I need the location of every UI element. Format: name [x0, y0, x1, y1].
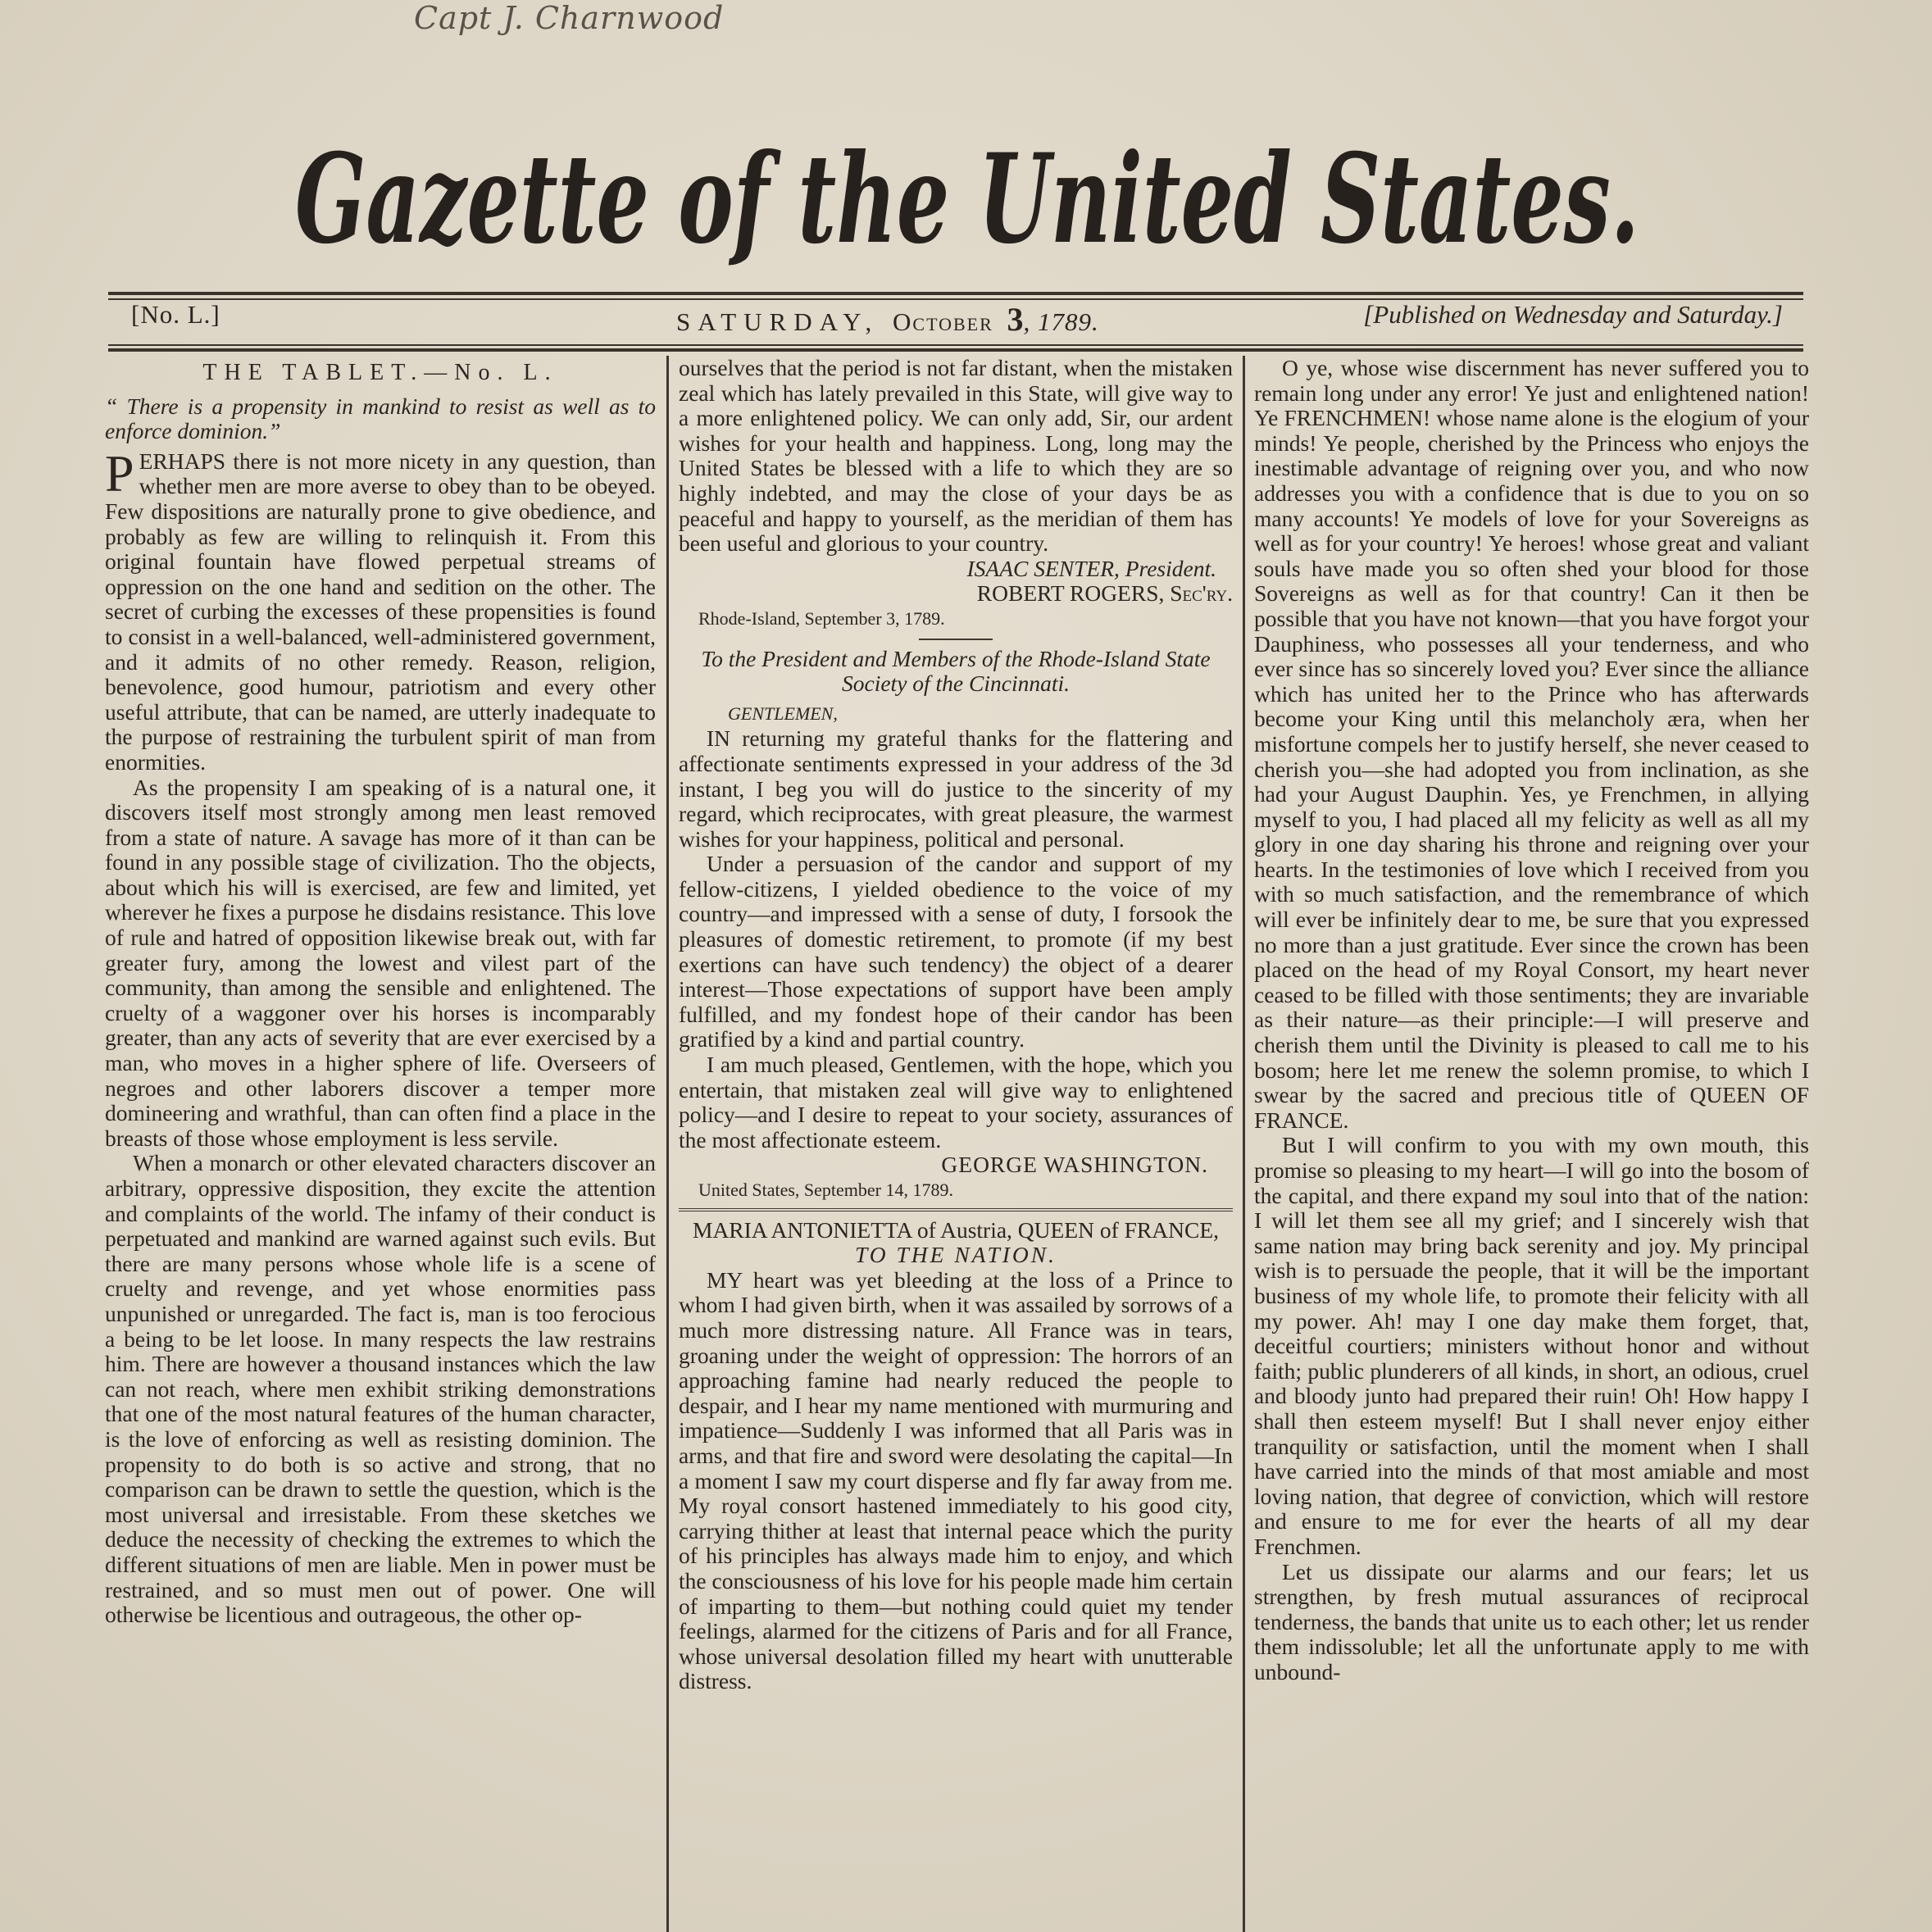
queen-subheading: TO THE NATION. — [854, 1242, 1057, 1268]
reply-paragraph: I am much pleased, Gentlemen, with the hope, which you entertain, that mistaken zeal will give way to enlightened policy—and I desire to repeat to your society, assurances of the most affectionate esteem. — [679, 1052, 1233, 1152]
reply-paragraph: IN returning my grateful thanks for the flattering and affectionate sentiments expressed in your address of the 3d instant, I beg you will do justice to the sincerity of my regard, which reciprocates, with great pleasure, the warmest wishes for your happiness, political and personal. — [679, 725, 1233, 852]
reply-salutation: GENTLEMEN, — [728, 702, 838, 724]
header-bottom-rule-thick — [108, 348, 1803, 352]
letter-paragraph: ourselves that the period is not far distant, when the mistaken zeal which has lately prevailed in this State, will give way to a more enlightened policy. We can only add, Sir, our ardent wishes for your health and happiness. Long, long may the United States be blessed with a life to which they are so highly indebted, and may the close of your days be as peaceful and happy to yourself, as the meridian of them has been useful and glorious to your country. — [679, 356, 1233, 557]
tablet-heading: THE TABLET.—No. L. — [202, 360, 558, 385]
tablet-paragraph: When a monarch or other elevated characters discover an arbitrary, oppressive disposition, they excite the attention and complaints of the world. The infamy of their conduct is perpetuated and mankind are warned against such evils. But there are many persons whose whole life is a scene of cruelty and revenge, and yet whose enormities pass unpunished or unregarded. The fact is, man is too ferocious a being to be let loose. In many respects the law restrains him. There are however a thousand instances which the law can not reach, where men exhibit striking demonstrations that one of the most natural features of the human character, is the love of enforcing as well as resisting dominion. The propensity to do both is so active and strong, that no comparison can be drawn to settle the question, which is the most universal and irresistable. From these sketches we deduce the necessity of checking the extremes to which the different situations of men are liable. Men in power must be restrained, and so must men out of power. One will otherwise be licentious and outrageous, the other op- — [105, 1150, 656, 1628]
queen-heading: MARIA ANTONIETTA of Austria, QUEEN of FRANCE, — [693, 1216, 1219, 1243]
queen-paragraph: MY heart was yet bleeding at the loss of a Prince to whom I had given birth, when it was assailed by sorrows of a much more distressing nature. All France was in tears, groaning under the weight of oppression: The horrors of an approaching famine had nearly reduced the people to despair, and I hear my name mentioned with murmuring and impatience—Suddenly I was informed that all Paris was in arms, and that fire and sword were desolating the capital—In a moment I saw my court disperse and fly far away from me. My royal consort hastened immediately to his good city, carrying thither at least that internal peace which the purity of his principles has always made him to enjoy, and which the consciousness of his love for his people made him certain of imparting to them—but nothing could quiet my tender feelings, alarmed for the citizens of Paris and for all France, whose universal desolation filled my heart with unutterable distress. — [679, 1266, 1233, 1694]
header-bottom-rule — [108, 344, 1803, 346]
reply-paragraph: Under a persuasion of the candor and support of my fellow-citizens, I yielded obedience to the voice of my country—and impressed with a sense of duty, I forsook the pleasures of domestic retirement, to promote (if my best exertions can have such tendency) the object of a dearer interest—Those expectations of support have been amply fulfilled, and my fondest hope of their candor has been gratified by a kind and partial country. — [679, 851, 1233, 1052]
tablet-paragraph: PERHAPS there is not more nicety in any question, than whether men are more averse to obey than to be obeyed. Few dispositions are naturally prone to give obedience, and probably as few are willing to relinquish it. From this original fountain have flowed perpetual streams of oppression on the one hand and sedition on the other. The secret of curbing the excesses of these propensities is found to consist in a well-balanced, well-administered government, and it admits of no other remedy. Reason, religion, benevolence, good humour, patriotism and every other useful attribute, that can be named, are utterly inadequate to the purpose of restraining the turbulent spirit of man from enormities. — [105, 443, 656, 775]
svg-text:Gazette of the United States.: Gazette of the United States. — [295, 127, 1639, 271]
tablet-paragraph: As the propensity I am speaking of is a natural one, it discovers itself most strongly among men least removed from a state of nature. A savage has more of it than can be found in any possible stage of civilization. Tho the objects, about which his will is exercised, are few and limited, yet wherever he fixes a purpose he disdains resistance. This love of rule and hatred of opposition likewise break out, with far greater fury, among the lowest and vilest part of the community, than among the sensible and enlightened. The cruelty of a waggoner over his horses is incomparably greater, than any acts of severity that are ever exercised by a man, who moves in a higher sphere of life. Overseers of negroes and other laborers discover a temper more domineering and wrathful, than can often find a place in the breasts of those whose employment is less servile. — [105, 774, 656, 1151]
issue-number: [No. L.] — [131, 300, 220, 329]
column-3 — [1254, 356, 1809, 1932]
masthead — [270, 98, 1664, 295]
issue-date: SATURDAY, October 3, 1789. — [676, 301, 1099, 338]
column-2 — [679, 356, 1233, 1932]
column-rule-2 — [1243, 356, 1245, 1932]
queen-paragraph: Let us dissipate our alarms and our fears; let us strengthen, by fresh mutual assurances of reciprocal tenderness, the bands that unite us to each other; let us render them indissoluble; let all the unfortunate apply to me with unbound- — [1254, 1558, 1809, 1684]
dateline — [111, 300, 1783, 343]
reply-address: To the President and Members of the Rhode-Island State Society of the Cincinnati. — [701, 645, 1211, 697]
drop-cap: P — [105, 443, 134, 502]
separator — [919, 639, 993, 640]
reply-dateline: United States, September 14, 1789. — [698, 1180, 954, 1200]
top-rule — [108, 292, 1803, 295]
queen-paragraph: O ye, whose wise discernment has never suffered you to remain long under any error! Ye just and enlightened nation! Ye FRENCHMEN! whose name alone is the elogium of your minds! Ye people, cherished by the Princess who enjoys the inestimable advantage of reigning over you, and who now addresses you with a confidence that is due to you on so many accounts! Ye models of love for your Sovereigns as well as for your country! Ye heroes! whose great and valiant souls have made you so often shed your blood for those Sovereigns as well as for that country! Can it then be possible that you have not known—that you have forgot your Dauphiness, who possesses all your tenderness, and who ever since has so sincerely loved you? Ever since the alliance which has united her to the Prince who has afterwards become your King until this melancholy æra, when her misfortune compels her to justify herself, she never ceased to cherish you—she had adopted you from inclination, as she had your August Dauphin. Yes, ye Frenchmen, in allying myself to you, I had placed all my felicity as well as all my glory in one day sharing his throne and reigning over your hearts. In the testimonies of love which I received from you with so much satisfaction, and the remembrance of which will ever be infinitely dear to me, be sure that you expressed no more than a just gratitude. Ever since the crown has been placed on the head of my Royal Consort, my heart never ceased to be filled with those sentiments; they are invariable as their nature—as their principle:—I will preserve and cherish them until the Divinity is pleased to call me to his bosom; here let me renew the solemn promise, to which I swear by the sacred and precious title of QUEEN OF FRANCE. — [1254, 356, 1809, 1133]
masthead-title — [270, 98, 1664, 295]
column-rule-1 — [666, 356, 669, 1932]
publication-schedule: [Published on Wednesday and Saturday.] — [1363, 300, 1783, 329]
letter-dateline: Rhode-Island, September 3, 1789. — [698, 607, 945, 629]
column-1 — [105, 356, 656, 1932]
handwritten-signature: Capt J. Charnwood — [414, 0, 725, 36]
washington-signature: GEORGE WASHINGTON. — [941, 1152, 1208, 1178]
signatory-secretary: ROBERT ROGERS, Sec'ry. — [976, 580, 1233, 607]
signatory-president: ISAAC SENTER, President. — [966, 555, 1216, 581]
section-divider — [679, 1208, 1233, 1211]
queen-paragraph: But I will confirm to you with my own mouth, this promise so pleasing to my heart—I will go into the bosom of the capital, and there expand my soul into that of the nation: I will let them see all my grief; and I sincerely wish that same nation may bring back serenity and joy. My principal wish is to persuade the people, that it will be the important business of my whole life, to promote their felicity with all my power. Ah! may I one day make them forget, that, deceitful courtiers; ministers without honor and without faith; public plunderers of all kinds, in short, an odious, cruel and bloody junto had prepared their ruin! Oh! How happy I shall then esteem myself! But I shall never enjoy either tranquility or satisfaction, until the moment when I shall have carried into the minds of that most amiable and most loving nation, that degree of conviction, which will restore and ensure to me for ever the hearts of all my dear Frenchmen. — [1254, 1132, 1809, 1559]
tablet-epigraph: “ There is a propensity in mankind to resist as well as to enforce dominion.” — [105, 393, 656, 444]
